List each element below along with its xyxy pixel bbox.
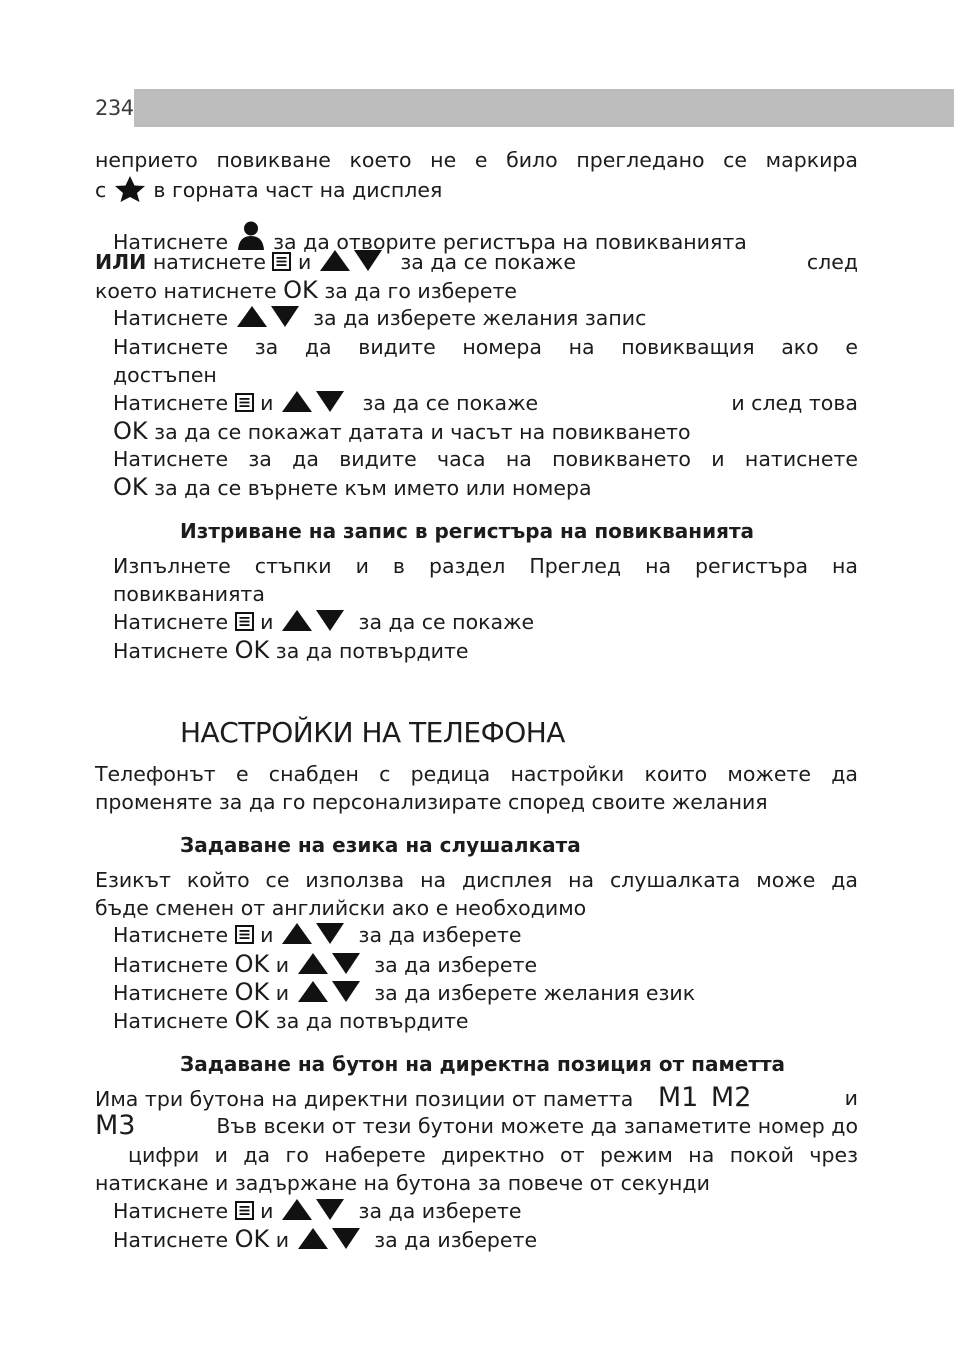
- delete-line-2: повикванията: [113, 582, 265, 606]
- down-arrow-icon: [316, 923, 344, 944]
- language-line-6: Натиснете OK за да потвърдите: [113, 1006, 469, 1034]
- up-arrow-icon: [298, 981, 328, 1002]
- up-arrow-icon: [282, 391, 312, 412]
- down-arrow-icon: [316, 391, 344, 412]
- down-arrow-icon: [332, 981, 360, 1002]
- language-line-1: Езикът който се използва на дисплея на слушалката може да: [95, 868, 858, 892]
- menu-icon: [235, 393, 254, 412]
- up-arrow-icon: [237, 306, 267, 327]
- step-line-6: достъпен: [113, 363, 217, 387]
- up-arrow-icon: [320, 250, 350, 271]
- ok-key: OK: [234, 950, 270, 978]
- step-line-4: Натиснете за да изберете желания запис: [113, 306, 647, 330]
- language-line-4: Натиснете OK и за да изберете: [113, 950, 538, 978]
- step-line-7: Натиснете и за да се покаже и след това: [113, 391, 858, 415]
- down-arrow-icon: [354, 250, 382, 271]
- ok-key: OK: [234, 636, 270, 664]
- memory-line-6: Натиснете OK и за да изберете: [113, 1225, 538, 1253]
- delete-heading: Изтриване на запис в регистъра на повикванията: [180, 519, 755, 543]
- settings-line-2: променяте за да го персонализирате според своите желания: [95, 790, 768, 814]
- m3-key: M3: [95, 1110, 136, 1141]
- m1-key: M1: [657, 1082, 699, 1113]
- page-number: 234: [95, 96, 134, 120]
- down-arrow-icon: [316, 1199, 344, 1220]
- memory-line-1: Има три бутона на директни позиции от паметта M1 M2 и: [95, 1082, 858, 1113]
- delete-line-4: Натиснете OK за да потвърдите: [113, 636, 469, 664]
- memory-line-3: цифри и да го наберете директно от режим на покой чрез: [128, 1143, 858, 1167]
- menu-icon: [235, 612, 254, 631]
- memory-line-5: Натиснете и за да изберете: [113, 1199, 522, 1223]
- memory-line-4: натискане и задържане на бутона за повече от секунди: [95, 1171, 710, 1195]
- down-arrow-icon: [332, 1228, 360, 1249]
- menu-icon: [235, 925, 254, 944]
- memory-heading: Задаване на бутон на директна позиция от паметта: [180, 1052, 786, 1076]
- ok-key: OK: [234, 1225, 270, 1253]
- section-title: НАСТРОЙКИ НА ТЕЛЕФОНА: [180, 716, 565, 749]
- step-line-8: OK за да се покажат датата и часът на повикването: [113, 417, 691, 445]
- step-line-1: Натиснете за да отворите регистъра на повикванията: [113, 221, 747, 255]
- language-line-3: Натиснете и за да изберете: [113, 923, 522, 947]
- person-icon: [235, 221, 267, 251]
- language-line-5: Натиснете OK и за да изберете желания език: [113, 978, 696, 1006]
- down-arrow-icon: [271, 306, 299, 327]
- step-line-9: Натиснете за да видите часа на повикването и натиснете: [113, 447, 858, 471]
- step-line-2: ИЛИ натиснете и за да се покаже след: [95, 250, 858, 274]
- menu-icon: [235, 1201, 254, 1220]
- intro-line-1: неприето повикване което не е било прегледано се маркира: [95, 148, 858, 172]
- header-bar: [134, 89, 954, 127]
- memory-line-2: M3 Във всеки от тези бутони можете да запаметите номер до: [95, 1110, 858, 1141]
- ok-key: OK: [113, 473, 148, 501]
- step-line-5: Натиснете за да видите номера на повикващия ако е: [113, 335, 858, 359]
- language-line-2: бъде сменен от английски ако е необходимо: [95, 896, 587, 920]
- ok-key: OK: [234, 1006, 270, 1034]
- ok-key: OK: [113, 417, 148, 445]
- m2-key: M2: [710, 1082, 752, 1113]
- intro-line-2: с в горната част на дисплея: [95, 175, 442, 203]
- ok-key: OK: [234, 978, 270, 1006]
- step-line-3: което натиснете OK за да го изберете: [95, 276, 518, 304]
- ok-key: OK: [283, 276, 318, 304]
- up-arrow-icon: [298, 1228, 328, 1249]
- up-arrow-icon: [282, 610, 312, 631]
- up-arrow-icon: [298, 953, 328, 974]
- star-icon: [113, 175, 147, 203]
- down-arrow-icon: [332, 953, 360, 974]
- up-arrow-icon: [282, 923, 312, 944]
- delete-line-1: Изпълнете стъпки и в раздел Преглед на регистъра на: [113, 554, 858, 578]
- language-heading: Задаване на езика на слушалката: [180, 833, 581, 857]
- step-line-10: OK за да се върнете към името или номера: [113, 473, 592, 501]
- delete-line-3: Натиснете и за да се покаже: [113, 610, 535, 634]
- settings-line-1: Телефонът е снабден с редица настройки които можете да: [95, 762, 858, 786]
- down-arrow-icon: [316, 610, 344, 631]
- up-arrow-icon: [282, 1199, 312, 1220]
- menu-icon: [272, 252, 291, 271]
